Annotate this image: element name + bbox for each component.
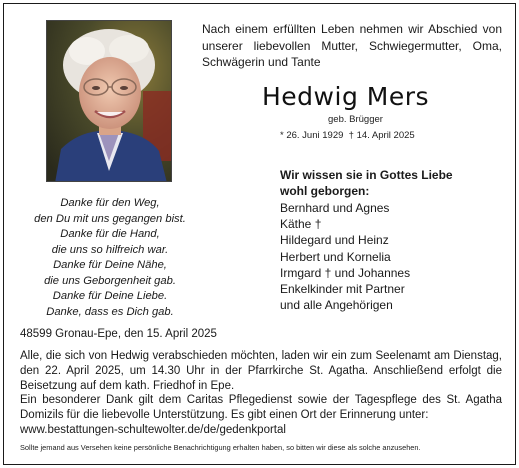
birth-date: * 26. Juni 1929 xyxy=(280,130,344,141)
family-member: Hildegard und Heinz xyxy=(280,233,389,248)
family-member: Bernhard und Agnes xyxy=(280,201,390,215)
faith-line: wohl geborgen: xyxy=(280,184,370,198)
obituary-card xyxy=(3,3,516,465)
poem-line: die uns so hilfreich war. xyxy=(51,243,169,256)
deceased-name: Hedwig Mers xyxy=(262,82,430,111)
intro-text: Nach einem erfüllten Leben nehmen wir Abschied von unserer liebevollen Mutter, Schwiegermutter, Oma, Schwägerin und Tante xyxy=(202,22,502,69)
family-member: Käthe † xyxy=(280,217,322,232)
family-member: Herbert und Kornelia xyxy=(280,249,391,264)
death-date: † 14. April 2025 xyxy=(348,130,415,141)
family-member: Irmgard † und Johannes xyxy=(280,265,411,280)
poem-line: Danke für Deine Nähe, xyxy=(53,259,167,271)
place-date: 48599 Gronau-Epe, den 15. April 2025 xyxy=(20,328,217,340)
faith-line: Wir wissen sie in Gottes Liebe xyxy=(280,168,453,182)
family-list xyxy=(280,200,510,313)
thanks-paragraph: Ein besonderer Dank gilt dem Caritas Pflegedienst sowie der Tagespflege des St. Agatha Domizils für die liebevolle Unterstützung. Es gibt einen Ort der Erinnerung unter: xyxy=(20,394,502,422)
family-member: Enkelkinder mit Partner xyxy=(280,282,405,297)
footnote: Sollte jemand aus Versehen keine persönliche Benachrichtigung erhalten haben, so bitten wir diese als solche anzusehen. xyxy=(20,443,421,452)
poem-line: Danke für den Weg, xyxy=(60,197,160,209)
life-dates xyxy=(280,130,415,141)
service-paragraph: Alle, die sich von Hedwig verabschieden möchten, laden wir ein zum Seelenamt am Dienstag, den 22. April 2025, um 14.30 Uhr in der Pfarrkirche St. Agatha. Anschließend erfolgt die Beisetzung auf dem kath. Friedhof in Epe. xyxy=(20,350,502,392)
poem xyxy=(20,196,200,320)
portrait-image xyxy=(47,21,172,182)
announcement-body xyxy=(20,349,502,438)
portrait-photo xyxy=(46,20,172,182)
family-member: und alle Angehörigen xyxy=(280,298,393,313)
faith-statement xyxy=(280,167,500,199)
birth-name: geb. Brügger xyxy=(328,114,383,125)
memorial-url: www.bestattungen-schultewolter.de/de/gedenkportal xyxy=(20,423,286,436)
poem-line: Danke für Deine Liebe. xyxy=(52,290,168,302)
poem-line: Danke für die Hand, xyxy=(60,228,160,240)
poem-line: Danke, dass es Dich gab. xyxy=(46,305,174,318)
poem-line: die uns Geborgenheit gab. xyxy=(44,274,176,287)
poem-line: den Du mit uns gegangen bist. xyxy=(34,212,186,225)
